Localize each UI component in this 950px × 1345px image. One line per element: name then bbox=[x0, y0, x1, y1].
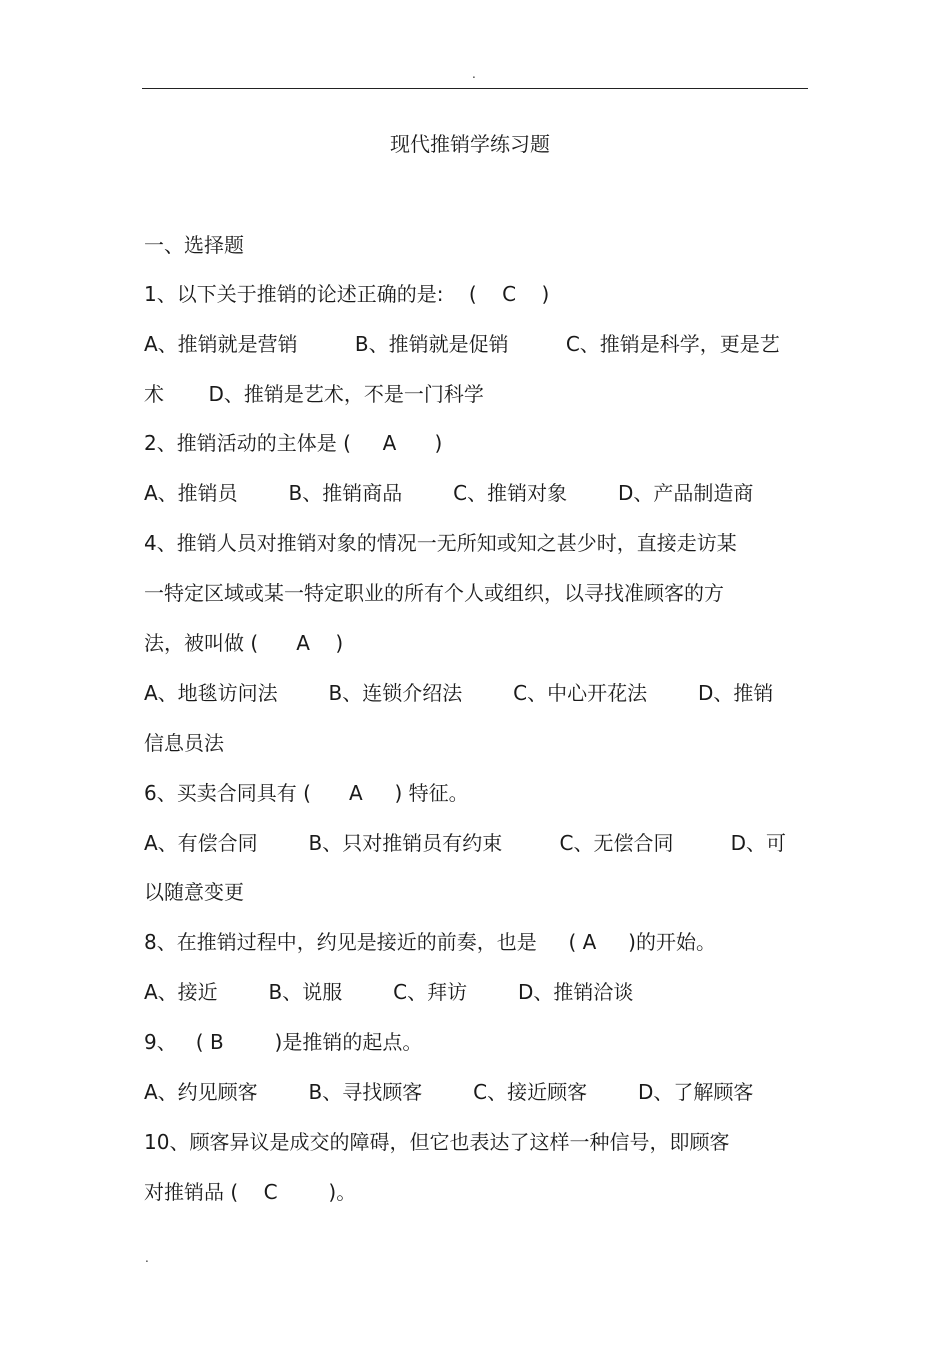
question-line: 9、 ( B )是推销的起点。 bbox=[144, 1030, 423, 1054]
question-line: 一特定区域或某一特定职业的所有个人或组织，以寻找准顾客的方 bbox=[144, 581, 724, 605]
options-line: A、有偿合同 B、只对推销员有约束 C、无偿合同 D、可 bbox=[144, 831, 787, 855]
question-line: 10、顾客异议是成交的障碍，但它也表达了这样一种信号，即顾客 bbox=[144, 1130, 730, 1154]
question-line: 8、在推销过程中，约见是接近的前奏，也是 ( A )的开始。 bbox=[144, 930, 716, 954]
options-line: A、推销员 B、推销商品 C、推销对象 D、产品制造商 bbox=[144, 481, 754, 505]
options-line: A、接近 B、说服 C、拜访 D、推销洽谈 bbox=[144, 980, 634, 1004]
footer-dot: . bbox=[145, 1251, 149, 1265]
question-line: 1、以下关于推销的论述正确的是: ( C ) bbox=[144, 282, 550, 306]
options-line: A、推销就是营销 B、推销就是促销 C、推销是科学，更是艺 bbox=[144, 332, 780, 356]
document-title: 现代推销学练习题 bbox=[390, 132, 550, 156]
question-line: 4、推销人员对推销对象的情况一无所知或知之甚少时，直接走访某 bbox=[144, 531, 737, 555]
options-line: 术 D、推销是艺术，不是一门科学 bbox=[144, 382, 484, 406]
question-line: 6、买卖合同具有 ( A ) 特征。 bbox=[144, 781, 469, 805]
section-heading: 一、选择题 bbox=[144, 233, 244, 257]
question-line: 对推销品 ( C )。 bbox=[144, 1180, 357, 1204]
options-line: A、约见顾客 B、寻找顾客 C、接近顾客 D、了解顾客 bbox=[144, 1080, 754, 1104]
options-line: 信息员法 bbox=[144, 731, 224, 755]
options-line: A、地毯访问法 B、连锁介绍法 C、中心开花法 D、推销 bbox=[144, 681, 774, 705]
question-line: 2、推销活动的主体是 ( A ) bbox=[144, 431, 443, 455]
header-rule bbox=[142, 88, 808, 89]
question-line: 法，被叫做 ( A ) bbox=[144, 631, 344, 655]
options-line: 以随意变更 bbox=[144, 880, 244, 904]
header-dot: . bbox=[472, 67, 476, 81]
